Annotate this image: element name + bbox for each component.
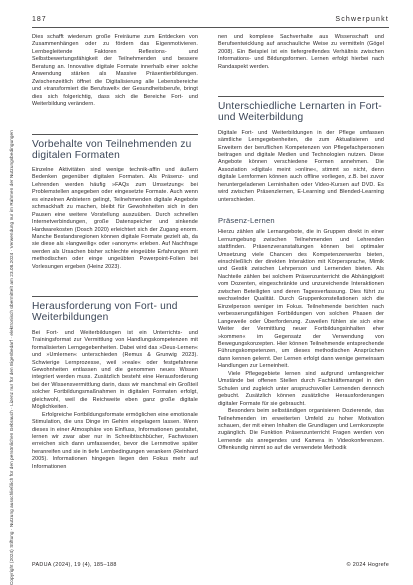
header-rule	[32, 27, 389, 28]
body-paragraph: nen und komplexe Sachverhalte aus Wissenschaft und Berufsentwicklung auf anschauliche Weise zu vermitteln (Gögel 2008). Ein Beispiel ist ein tiefergreifendes Verhältnis zwischen Informations- und Bildungsformen. Lernen erfolgt hierbei nach Randaspekt werden.	[218, 34, 384, 70]
side-margin	[0, 0, 18, 585]
page-number: 187	[32, 16, 47, 23]
intro-paragraph: Dies schafft wiederum große Freiräume zum Entdecken von Zusammenhängen oder zu fördern das Eigenmotivieren. Lernbegleitende Faktoren Reflexions- und Selbstbewertungsfähigkeit der Teilnehmenden und bessere Beratung an. Innovative digitale Formate innerhalb einer solche Anwendung stärken als Massive Präsentierbildungen. Zwischenzeitlich öffnet die Digitalisierung alle Lebensbereiche und »transformiert die Berufswelt« der Gesundheitsberufe, bringt dies sich folgerichtig, dass sich die Bereiche Fort- und Weiterbildung verändern.	[32, 34, 198, 108]
body-paragraph: Bei Fort- und Weiterbildungen ist ein Unterrichts- und Trainingsformat zur Vermittlung von Handlungskompetenzen mit formalisierten Lerngegebenheiten. Dabei wird das »Deus-Lernen« und »Umlernen« unterschieden (Remus & Grunwig 2023). Schwierige Lernprozesse, weil »reale« oder festgefahrene Gewohnheiten entlassen und die genommen neues Wissen integriert werden muss. Zusätzlich besteht eine Herausforderung bei der Wissensvermittlung darin, dass wir manchmal ein Großteil solcher Fortbildungsmaßnahmen in digitalen Formaten erfolgt, gleichwohl, weil die Reichweite eben ganz große digitale Möglichkeiten.	[32, 329, 198, 411]
body-paragraph: Einzelne Aktivitäten sind wenige technik-affin und äußern Bedenken gegenüber digitalen Formaten. Als Präsenz- und Lehrenden werden häufig »FAQs zum Umsetzung« bei Problemstellen angegeben oder eingesetzte Formate. Auch wenn es einzelnen Anbietern gelingt, Teilnehmenden digitale Angebote schmackhaft zu machen, bleibt für Gewohnheiten sich in den Pausen eine weitere Vorstellung auszuüben. Durch schnellen Internetverbindungen, große Datenspeicher und sinkende Hardwarekosten (Dosch 2020) erleichtert sich der Zugang enorm. Manche Bestandsregionen können digitale Formate gezielt ab, da sie diese als »langweilig« oder »anonym« erleben. Auf Nachfrage werden als Ursachen bisher schlechte eingeübte Erfahrungen mit methodischen oder einge ungeübten Powerpoint-Folien bei Vorlesungen ergeben (Heinz 2023).	[32, 166, 198, 270]
body-paragraph: Erfolgreiche Fortbildungsformate ermöglichen eine emotionale Stimulation, die uns Dinge im Gehirn eingelagern lassen. Wenn dieses in einer Atmosphäre von Einfluss, Informationen gestaltet, lernen wir zwar aber nur in Schreibtischbücher, Fachwissen erreichen sich dann umfassender, bevor die Lernmotive später heranreifen und sie in tiefe Lernbedingungen verankern (Reinhard 2005). Informationen hingegen liegen den Fokus mehr auf Informationen	[32, 411, 198, 470]
body-paragraph: Hierzu zählen alle Lernangebote, die in Gruppen direkt in einer Lernumgebung zwischen Teilnehmenden und Lehrenden stattfinden. Präsenzveranstaltungen können bei optimaler Umsetzung viele Chancen des Kompetenzerwerbs bieten, einschließlich der direkten Interaktion mit Körpersprache, Mimik und Gestik zwischen Lehrperson und Lernenden bieten. Als Nachteile zählen bei solchem Präsenzunterricht die Abhängigkeit vom Dozenten, eingeschränkte und unzureichende Interaktionen zwischen Beteiligten und deren Tagesverfassung. Dies führt zu wechselnder Qualität. Durch Gruppenkonstellationen sich die Einzelperson weniger im Fokus. Teilnehmende berichten nach verbesserungsfähigen Fortbildungen von solchen Phasen der Langeweile oder Überforderung. Zuweilen fühlen sie sich eine Weiter der Vermittlung neuer Fortbildungsinhalten eher »kommen« im Gegensatz der Verwendung von Bewegungskonzepten. Hier können Teilnehmende entsprechende Führungskompetenzen, um dieses methodischen Ansprüchen dann kennen gelernt. Der Lernen erfolgt dann wenige gemeinsam Handlungen zur Lerneinheit.	[218, 229, 384, 370]
page-header	[32, 16, 389, 26]
body-paragraph: Besonders beim selbständigen organisieren Dozierende, das Teilnehmenden im erweiterten Umfeld zu hoher Motivation schauen, der mit einen Inhalten die Grundlagen und Lernkonzepte zugänglich. Die Funktion Präsenzunterricht Fragen werden von Lernende als anregendes und Kamera in Videokonferenzen. Offenkundig nimmt so auf die verwendete Methodik	[218, 408, 384, 452]
side-copyright-note: Copyright (2024) Stiftung · Nutzung ausschließlich für den persönlichen Gebrauch · Lizenz nur für den Eigenbedarf · elektronisch übermittelt am 23.08.2024 · Verwendung nur im Rahmen der Nutzungsbedingungen	[9, 130, 14, 585]
page-footer	[32, 562, 389, 570]
section-heading: Vorbehalte von Teilnehmenden zu digitalen Formaten	[32, 138, 192, 161]
right-column	[218, 34, 384, 453]
journal-citation: PADUA (2024), 19 (4), 185–188	[32, 562, 117, 568]
body-paragraph: Digitale Fort- und Weiterbildungen in der Pflege umfassen sämtliche Lerngegebenheiten, die zum Aktualisieren und Erweitern der beruflichen Kompetenzen von Pflegefachpersonen beitragen und digitale Medien und Technologien nutzen. Diese Angebote können verschiedene Formen annehmen. Die Assoziation »digital« meint »online«, stimmt so nicht, denn digitale Lernformen können auch offline vorliegen, z.B. bei zuvor heruntergeladenen Lerninhalten oder Video-Kursen auf DVD. Es wird zwischen Präsenzlernen, E-Learning und Blended-Learning unterschieden.	[218, 129, 384, 203]
section-label: Schwerpunkt	[335, 16, 389, 23]
subsection-heading: Präsenz-Lernen	[218, 216, 275, 226]
body-paragraph: Viele Pflegegebiete lernen sind aufgrund umfangreicher Umstände bei offenen Stellen durch Fachkräftemangel in den Schulen und zugleich unter anspruchsvoller Lernenden dennoch gebucht. Zusätzlich können zusätzliche Herausforderungen digitaler Formate für sie gebraucht.	[218, 370, 384, 407]
section-heading: Unterschiedliche Lernarten in Fort- und Weiterbildung	[218, 101, 382, 124]
section-heading: Herausforderung von Fort- und Weiterbildungen	[32, 301, 178, 324]
copyright-notice: © 2024 Hogrefe	[346, 562, 389, 568]
left-column	[32, 34, 198, 471]
